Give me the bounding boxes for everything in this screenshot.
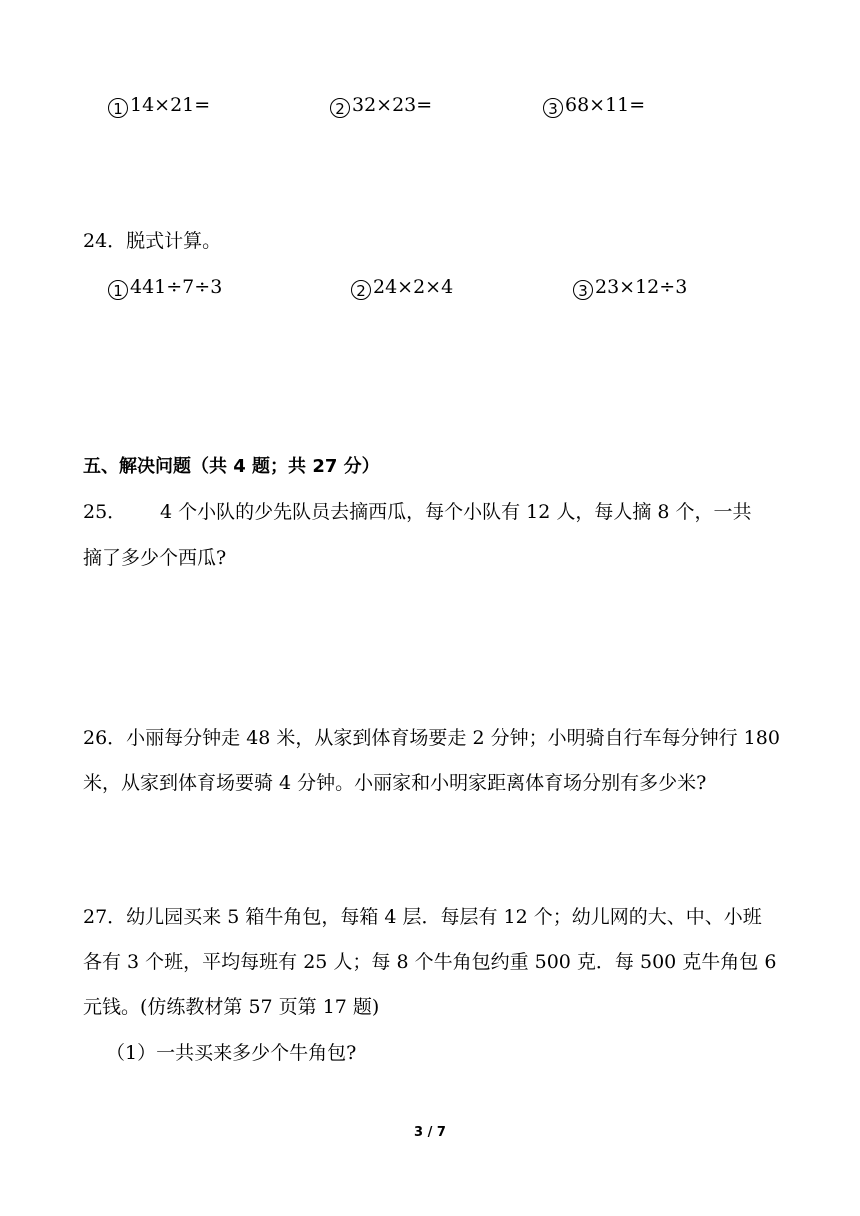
q24-item-1 <box>108 274 222 300</box>
q24-title: 24．脱式计算。 <box>83 230 222 252</box>
q23-item-3-expr: 68×11= <box>565 94 646 116</box>
q23-item-2-expr: 32×23= <box>352 94 433 116</box>
q23-item-3 <box>543 92 645 118</box>
q24-item-3 <box>573 274 687 300</box>
q27-line-1: 27．幼儿园买来 5 箱牛角包，每箱 4 层．每层有 12 个；幼儿网的大、中、小班 <box>83 906 762 928</box>
q25-line-1: 4 个小队的少先队员去摘西瓜，每个小队有 12 人，每人摘 8 个，一共 <box>160 501 752 523</box>
q27-sub-question-1: （1）一共买来多少个牛角包? <box>106 1042 357 1064</box>
q25-number: 25． <box>83 501 127 523</box>
circled-number-2: 2 <box>330 98 350 118</box>
page-number: 3 / 7 <box>414 1125 446 1140</box>
section-heading: 五、解决问题（共 4 题；共 27 分） <box>83 456 380 477</box>
q23-item-1-expr: 14×21= <box>130 94 211 116</box>
q24-item-3-expr: 23×12÷3 <box>595 276 688 298</box>
q23-item-1 <box>108 92 210 118</box>
circled-number-1: 1 <box>108 280 128 300</box>
circled-number-3: 3 <box>573 280 593 300</box>
q26-line-1: 26．小丽每分钟走 48 米，从家到体育场要走 2 分钟；小明骑自行车每分钟行 180 <box>83 727 780 749</box>
q23-item-2 <box>330 92 432 118</box>
q27-line-2: 各有 3 个班，平均每班有 25 人；每 8 个牛角包约重 500 克．每 500 克牛角包 6 <box>83 951 777 973</box>
q24-item-2 <box>351 274 453 300</box>
q27-line-3: 元钱。(仿练教材第 57 页第 17 题) <box>83 996 380 1018</box>
q25-line-2: 摘了多少个西瓜? <box>83 547 227 569</box>
q24-item-1-expr: 441÷7÷3 <box>130 276 223 298</box>
circled-number-3: 3 <box>543 98 563 118</box>
q26-line-2: 米，从家到体育场要骑 4 分钟。小丽家和小明家距离体育场分别有多少米? <box>83 772 707 794</box>
circled-number-1: 1 <box>108 98 128 118</box>
circled-number-2: 2 <box>351 280 371 300</box>
q24-item-2-expr: 24×2×4 <box>373 276 454 298</box>
